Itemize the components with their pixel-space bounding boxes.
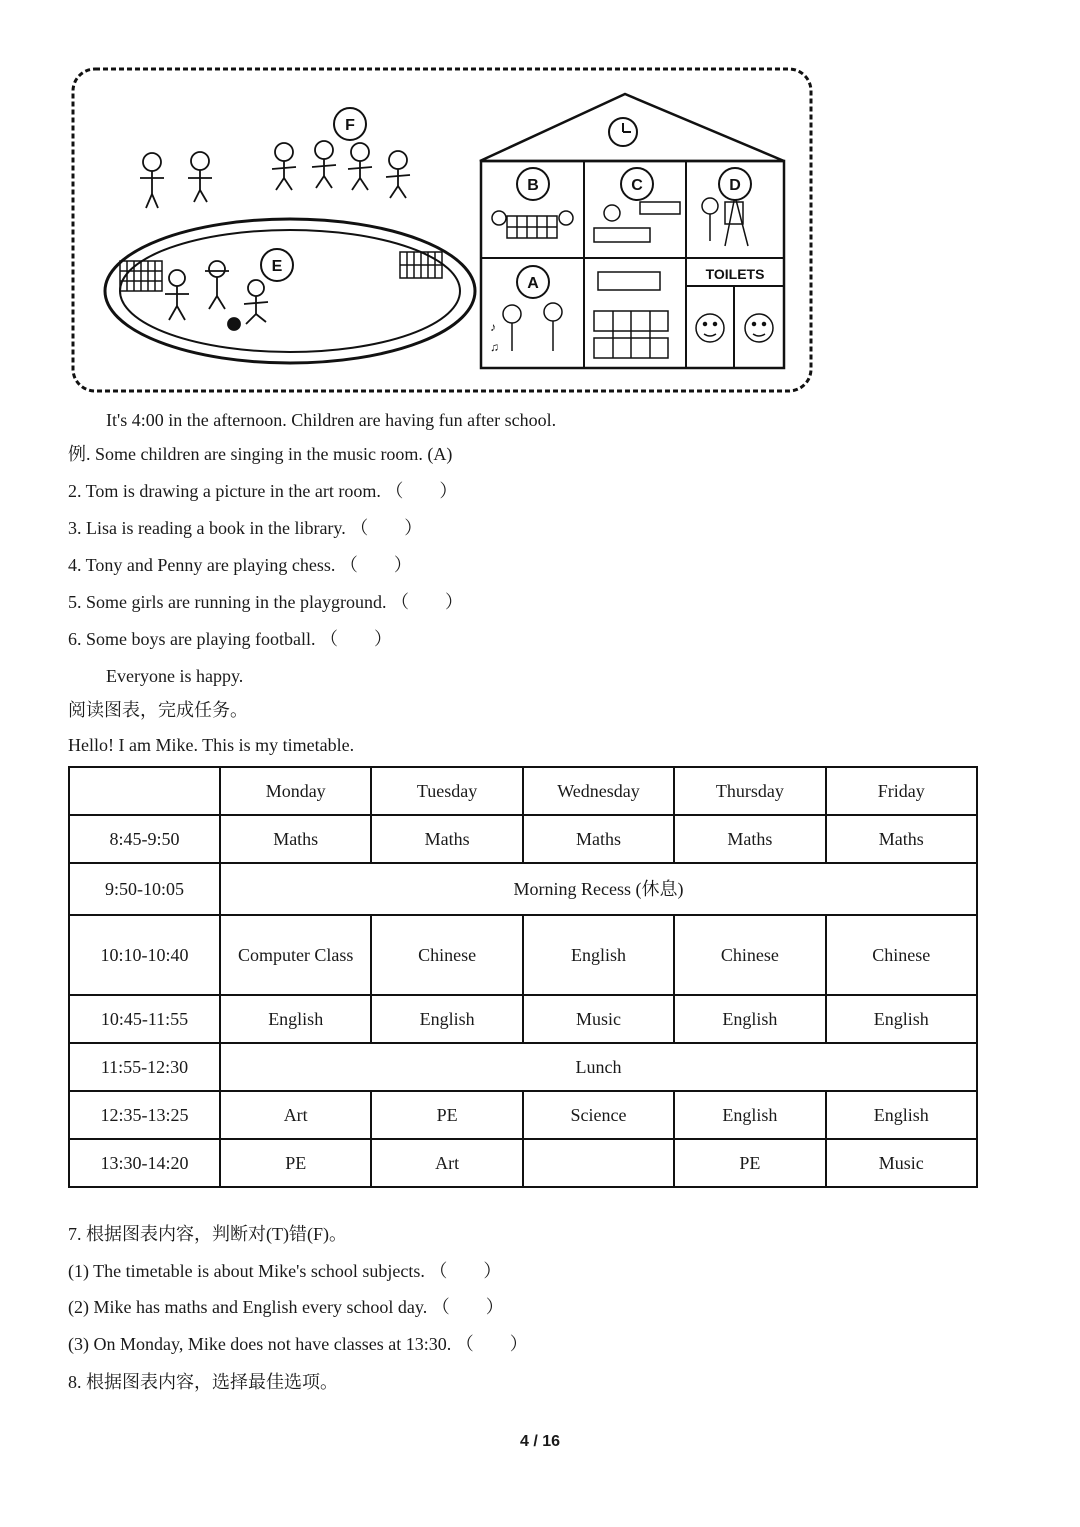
subject-cell: Art bbox=[220, 1091, 371, 1139]
section-instruction: 阅读图表，完成任务。 bbox=[68, 700, 248, 720]
school-illustration bbox=[70, 66, 814, 394]
subject-cell bbox=[523, 1139, 674, 1187]
q8-title: 8. 根据图表内容，选择最佳选项。 bbox=[68, 1372, 338, 1392]
passage-intro: It's 4:00 in the afternoon. Children are having fun after school. bbox=[106, 410, 557, 430]
table-row bbox=[69, 1139, 977, 1187]
subject-cell: English bbox=[826, 1091, 977, 1139]
svg-text:B: B bbox=[527, 177, 539, 194]
subject-cell: PE bbox=[674, 1139, 825, 1187]
table-row bbox=[69, 863, 977, 915]
q7-item: (2) Mike has maths and English every school day. （ ） bbox=[68, 1297, 504, 1317]
subject-cell: Maths bbox=[371, 815, 522, 863]
subject-cell: Chinese bbox=[826, 915, 977, 995]
school-building bbox=[480, 94, 784, 368]
subject-cell: English bbox=[523, 915, 674, 995]
subject-cell: English bbox=[220, 995, 371, 1043]
running-girls-icon bbox=[140, 141, 410, 208]
subject-cell: English bbox=[826, 995, 977, 1043]
question-item: 3. Lisa is reading a book in the library. （ ） bbox=[68, 518, 423, 538]
art-easel-icon bbox=[702, 196, 748, 246]
classroom-icon bbox=[594, 272, 668, 358]
table-row bbox=[69, 1091, 977, 1139]
subject-cell: Maths bbox=[220, 815, 371, 863]
subject-cell: Chinese bbox=[371, 915, 522, 995]
subject-cell: English bbox=[674, 995, 825, 1043]
area-label-f bbox=[334, 108, 366, 140]
singing-children-icon bbox=[490, 303, 562, 354]
question-item: 4. Tony and Penny are playing chess. （ ） bbox=[68, 555, 412, 575]
subject-cell: Art bbox=[371, 1139, 522, 1187]
subject-cell: Chinese bbox=[674, 915, 825, 995]
subject-cell: Maths bbox=[523, 815, 674, 863]
question-item: 5. Some girls are running in the playground. （ ） bbox=[68, 592, 463, 612]
subject-cell: Music bbox=[826, 1139, 977, 1187]
day-header: Monday bbox=[220, 767, 371, 815]
time-cell: 9:50-10:05 bbox=[69, 863, 220, 915]
table-row bbox=[69, 1043, 977, 1091]
football-players-icon bbox=[165, 261, 268, 330]
subject-cell: English bbox=[371, 995, 522, 1043]
timetable-intro: Hello! I am Mike. This is my timetable. bbox=[68, 735, 355, 755]
table-row bbox=[69, 915, 977, 995]
subject-cell: Science bbox=[523, 1091, 674, 1139]
chess-players-icon bbox=[492, 211, 573, 238]
toilets-sign: TOILETS bbox=[705, 266, 765, 282]
svg-text:♪: ♪ bbox=[490, 320, 496, 334]
svg-text:F: F bbox=[345, 117, 355, 134]
passage-ending: Everyone is happy. bbox=[106, 666, 244, 686]
svg-text:D: D bbox=[729, 177, 741, 194]
time-cell: 8:45-9:50 bbox=[69, 815, 220, 863]
area-label-c bbox=[621, 168, 653, 200]
subject-cell: Maths bbox=[674, 815, 825, 863]
lunch-cell: Lunch bbox=[220, 1043, 977, 1091]
timetable bbox=[68, 766, 978, 1188]
time-cell: 12:35-13:25 bbox=[69, 1091, 220, 1139]
subject-cell: English bbox=[674, 1091, 825, 1139]
q7-item: (3) On Monday, Mike does not have classes at 13:30. （ ） bbox=[68, 1334, 528, 1354]
illustration-frame bbox=[73, 69, 811, 391]
subject-cell: Music bbox=[523, 995, 674, 1043]
time-cell: 10:45-11:55 bbox=[69, 995, 220, 1043]
corner-cell bbox=[69, 767, 220, 815]
day-header: Friday bbox=[826, 767, 977, 815]
area-label-d bbox=[719, 168, 751, 200]
page-number: 4 / 16 bbox=[519, 1433, 561, 1450]
subject-cell: Maths bbox=[826, 815, 977, 863]
example-sentence: 例. Some children are singing in the music room. (A) bbox=[68, 444, 453, 464]
day-header: Tuesday bbox=[371, 767, 522, 815]
svg-text:A: A bbox=[527, 275, 539, 292]
time-cell: 13:30-14:20 bbox=[69, 1139, 220, 1187]
table-row bbox=[69, 995, 977, 1043]
area-label-a bbox=[517, 266, 549, 298]
day-header: Wednesday bbox=[523, 767, 674, 815]
time-cell: 10:10-10:40 bbox=[69, 915, 220, 995]
subject-cell: PE bbox=[220, 1139, 371, 1187]
table-row bbox=[69, 767, 977, 815]
subject-cell: Computer Class bbox=[220, 915, 371, 995]
library-reader-icon bbox=[594, 202, 680, 242]
area-label-b bbox=[517, 168, 549, 200]
svg-text:♫: ♫ bbox=[490, 340, 499, 354]
playground bbox=[105, 141, 475, 363]
svg-text:C: C bbox=[631, 177, 643, 194]
recess-cell: Morning Recess (休息) bbox=[220, 863, 977, 915]
q7-title: 7. 根据图表内容，判断对(T)错(F)。 bbox=[68, 1224, 347, 1244]
question-item: 2. Tom is drawing a picture in the art room. （ ） bbox=[68, 481, 458, 501]
subject-cell: PE bbox=[371, 1091, 522, 1139]
q7-item: (1) The timetable is about Mike's school subjects. （ ） bbox=[68, 1261, 502, 1281]
goal-left-icon bbox=[120, 261, 162, 291]
area-label-e bbox=[261, 249, 293, 281]
table-row bbox=[69, 815, 977, 863]
time-cell: 11:55-12:30 bbox=[69, 1043, 220, 1091]
day-header: Thursday bbox=[674, 767, 825, 815]
question-item: 6. Some boys are playing football. （ ） bbox=[68, 629, 392, 649]
goal-right-icon bbox=[400, 252, 442, 278]
svg-text:E: E bbox=[271, 258, 283, 275]
